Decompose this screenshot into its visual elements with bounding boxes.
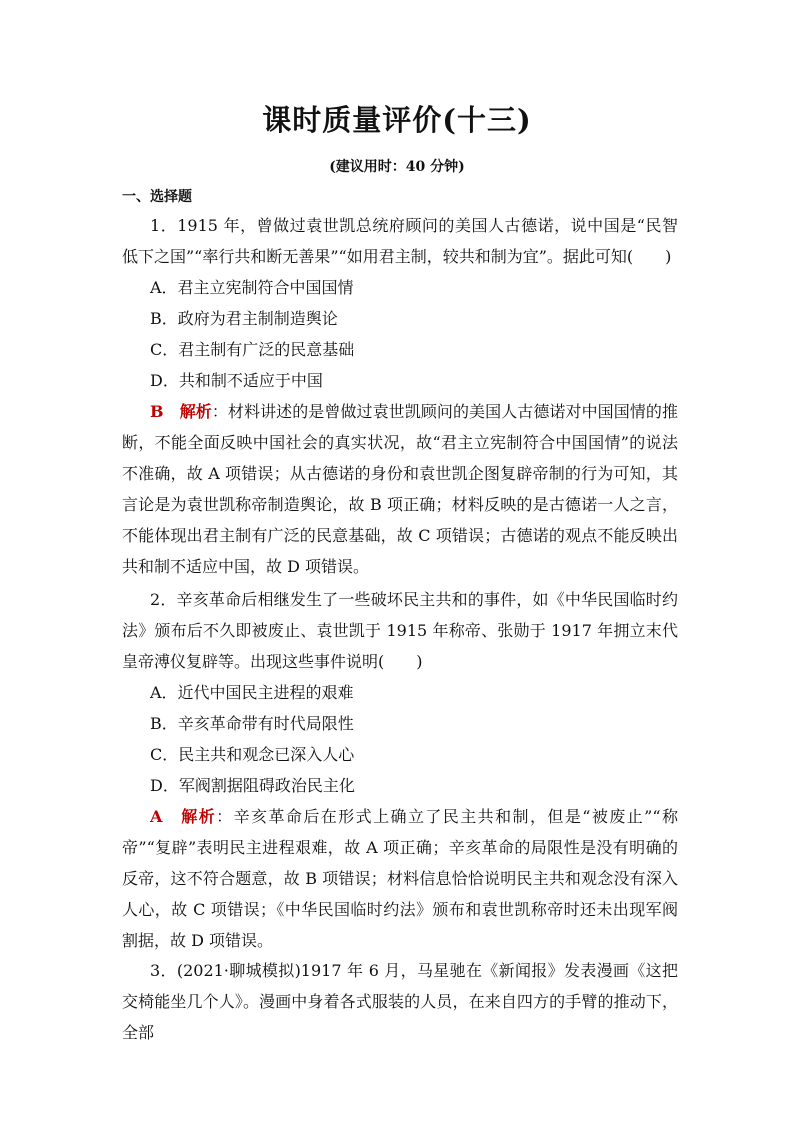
question-2 — [122, 584, 678, 956]
page-title: 课时质量评价(十三) — [262, 103, 532, 137]
option-c: C．君主制有广泛的民意基础 — [150, 340, 355, 359]
answer-letter: A — [150, 807, 163, 826]
option-d: D．军阀割据阻碍政治民主化 — [150, 776, 355, 795]
analysis-label: 解析 — [181, 807, 217, 826]
option-d: D．共和制不适应于中国 — [150, 371, 323, 390]
section-heading: 一、选择题 — [122, 189, 192, 205]
question-1 — [122, 210, 678, 582]
analysis — [122, 396, 678, 582]
analysis-label: 解析 — [179, 402, 212, 421]
question-3 — [122, 955, 678, 1048]
analysis-text: ：辛亥革命后在形式上确立了民主共和制，但是“被废止”“称帝”“复辟”表明民主进程艰难，故 A 项正确；辛亥革命的局限性是没有明确的反帝，这不符合题意，故 B 项错误；材料信息恰恰说明民主共和观念没有深入人心，故 C 项错误；《中华民国临时约法》颁布和袁世凯称帝时还未出现军阀割据，故 D 项错误。 — [122, 807, 678, 950]
option-a: A．近代中国民主进程的艰难 — [150, 683, 354, 702]
time-suggestion: (建议用时：40 分钟) — [329, 159, 465, 175]
option-c: C．民主共和观念已深入人心 — [150, 745, 355, 764]
answer-letter: B — [150, 402, 164, 421]
question-stem: 1．1915 年，曾做过袁世凯总统府顾问的美国人古德诺，说中国是“民智低下之国”“率行共和断无善果”“如用君主制，较共和制为宜”。据此可知( ) — [122, 216, 678, 266]
option-b: B．辛亥革命带有时代局限性 — [150, 714, 354, 733]
analysis — [122, 801, 678, 956]
option-a: A．君主立宪制符合中国国情 — [150, 278, 354, 297]
analysis-text: ：材料讲述的是曾做过袁世凯顾问的美国人古德诺对中国国情的推断，不能全面反映中国社会的真实状况，故“君主立宪制符合中国国情”的说法不准确，故 A 项错误；从古德诺的身份和袁世凯企图复辟帝制的行为可知，其言论是为袁世凯称帝制造舆论，故 B 项正确；材料反映的是古德诺一人之言，不能体现出君主制有广泛的民意基础，故 C 项错误；古德诺的观点不能反映出共和制不适应中国，故 D 项错误。 — [122, 402, 678, 576]
question-stem: 3．(2021·聊城模拟)1917 年 6 月，马星驰在《新闻报》发表漫画《这把交椅能坐几个人》。漫画中身着各式服装的人员，在来自四方的手臂的推动下，全部 — [122, 961, 678, 1042]
question-stem: 2．辛亥革命后相继发生了一些破坏民主共和的事件，如《中华民国临时约法》颁布后不久即被废止、袁世凯于 1915 年称帝、张勋于 1917 年拥立末代皇帝溥仪复辟等。出现这些事件说明( ) — [122, 590, 678, 671]
option-b: B．政府为君主制制造舆论 — [150, 309, 338, 328]
